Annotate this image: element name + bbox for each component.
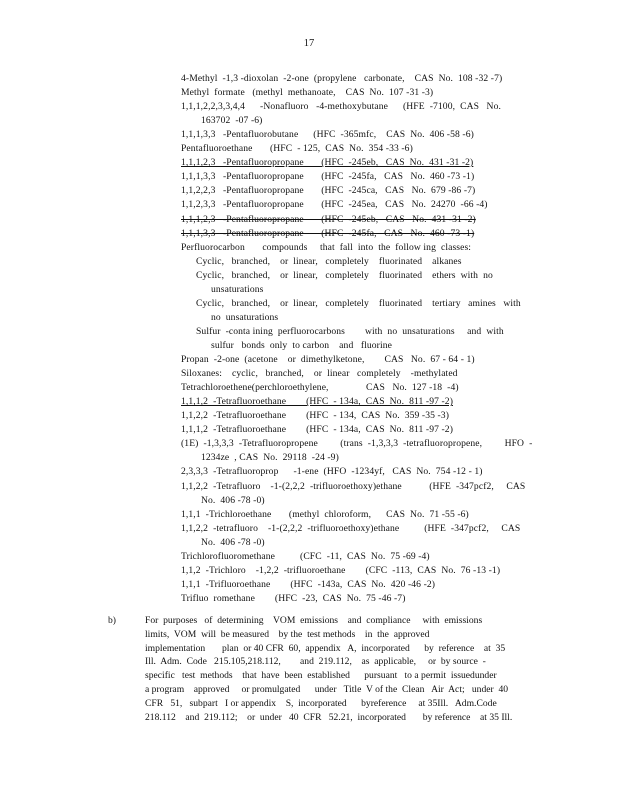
paragraph-b-line: 218.112 and 219.112; or under 40 CFR 52.21, incorporated by reference at 35 Ill. [145, 711, 513, 723]
compound-line: Sulfur -conta ining perfluorocarbons with no unsaturations and with [181, 325, 504, 337]
compound-line: 1,1,1,2 -Tetrafluoroethane (HFC - 134a, CAS No. 811 -97 -2) [181, 424, 453, 436]
paragraph-b-line: implementation plan or 40 CFR 60, appendix A, incorporated by reference at 35 [145, 642, 506, 654]
compound-line: sulfur bonds only to carbon and fluorine [181, 339, 393, 351]
compound-line: 1,1,1,2,3 -Pentafluoropropane (HFC -245eb, CAS No. 431 -31 -2) [181, 213, 476, 225]
compound-line: 1,1,2 -Trichloro -1,2,2 -trifluoroethane (CFC -113, CAS No. 76 -13 -1) [181, 564, 501, 576]
compound-line: 1,1,1,3,3 -Pentafluorobutane (HFC -365mfc, CAS No. 406 -58 -6) [181, 129, 474, 141]
paragraph-b-line: CFR 51, subpart I or appendix S, incorporated byreference at 35Ill. Adm.Code [145, 697, 497, 709]
compound-line: No. 406 -78 -0) [181, 536, 265, 548]
compound-line: 4-Methyl -1,3 -dioxolan -2-one (propylene carbonate, CAS No. 108 -32 -7) [181, 73, 503, 84]
compound-line: 1,1,1,2 -Tetrafluoroethane (HFC - 134a, CAS No. 811 -97 -2) [181, 396, 453, 408]
compound-line: 1,1,1,3,3 -Pentafluoropropane (HFC -245fa, CAS No. 460 -73 -1) [181, 171, 475, 183]
compound-line: (1E) -1,3,3,3 -Tetrafluoropropene (trans -1,3,3,3 -tetrafluoropropene, HFO - [181, 438, 533, 450]
compound-line: 1,1,2,2 -Tetrafluoroethane (HFC - 134, CAS No. 359 -35 -3) [181, 410, 449, 422]
compound-line: 1,1,1 -Trichloroethane (methyl chloroform, CAS No. 71 -55 -6) [181, 508, 469, 520]
paragraph-b-line: limits, VOM will be measured by the test methods in the approved [145, 628, 430, 640]
paragraph-b-line: For purposes of determining VOM emissions and compliance with emissions [145, 615, 483, 626]
compound-line: 1,1,2,2,3 -Pentafluoropropane (HFC -245ca, CAS No. 679 -86 -7) [181, 185, 476, 197]
compound-line: 1,1,1,3,3 -Pentafluoropropane (HFC -245fa, CAS No. 460 -73 -1) [181, 227, 475, 239]
compound-line: Cyclic, branched, or linear, completely fluorinated ethers with no [181, 269, 493, 281]
compound-line: no unsaturations [181, 311, 279, 323]
paragraph-b-line: a program approved or promulgated under Title V of the Clean Air Act; under 40 [145, 684, 509, 695]
compound-line: 163702 -07 -6) [181, 115, 263, 127]
compound-line: 1,1,1,2,3 -Pentafluoropropane (HFC -245eb, CAS No. 431 -31 -2) [181, 157, 474, 169]
paragraph-b-label: b) [108, 615, 116, 626]
compound-line: Siloxanes: cyclic, branched, or linear completely -methylated [181, 368, 458, 380]
compound-line: Cyclic, branched, or linear, completely fluorinated alkanes [181, 255, 462, 267]
compound-line: Methyl formate (methyl methanoate, CAS No. 107 -31 -3) [181, 87, 434, 98]
compound-line: Propan -2-one (acetone or dimethylketone, CAS No. 67 - 64 - 1) [181, 354, 475, 365]
compound-line: 1,1,2,2 -Tetrafluoro -1-(2,2,2 -trifluoroethoxy)ethane (HFE -347pcf2, CAS [181, 480, 526, 492]
paragraph-b-line: specific test methods that have been established pursuant to a permit issuedunder [145, 670, 497, 682]
paragraph-b-line: Ill. Adm. Code 215.105,218.112, and 219.112, as applicable, or by source - [145, 656, 486, 668]
compound-line: Tetrachloroethene(perchloroethylene, CAS No. 127 -18 -4) [181, 382, 459, 394]
compound-line: Perfluorocarbon compounds that fall into the follow ing classes: [181, 241, 472, 253]
compound-line: 1,1,1 -Trifluoroethane (HFC -143a, CAS No. 420 -46 -2) [181, 578, 436, 590]
compound-line: Trifluo romethane (HFC -23, CAS No. 75 -46 -7) [181, 592, 406, 604]
compound-line: 1,1,1,2,2,3,3,4,4 -Nonafluoro -4-methoxybutane (HFE -7100, CAS No. [181, 101, 501, 113]
compound-line: unsaturations [181, 283, 264, 295]
compound-line: 1,1,2,2 -tetrafluoro -1-(2,2,2 -trifluoroethoxy)ethane (HFE -347pcf2, CAS [181, 522, 521, 534]
page-number: 17 [303, 38, 315, 49]
compound-line: Pentafluoroethane (HFC - 125, CAS No. 354 -33 -6) [181, 143, 413, 155]
compound-line: 1,1,2,3,3 -Pentafluoropropane (HFC -245ea, CAS No. 24270 -66 -4) [181, 199, 488, 211]
compound-line: 2,3,3,3 -Tetrafluoroprop -1-ene (HFO -1234yf, CAS No. 754 -12 - 1) [181, 466, 483, 478]
compound-line: Trichlorofluoromethane (CFC -11, CAS No. 75 -69 -4) [181, 550, 430, 562]
compound-line: Cyclic, branched, or linear, completely fluorinated tertiary amines with [181, 297, 521, 309]
compound-line: 1234ze , CAS No. 29118 -24 -9) [181, 452, 339, 464]
compound-line: No. 406 -78 -0) [181, 494, 265, 506]
